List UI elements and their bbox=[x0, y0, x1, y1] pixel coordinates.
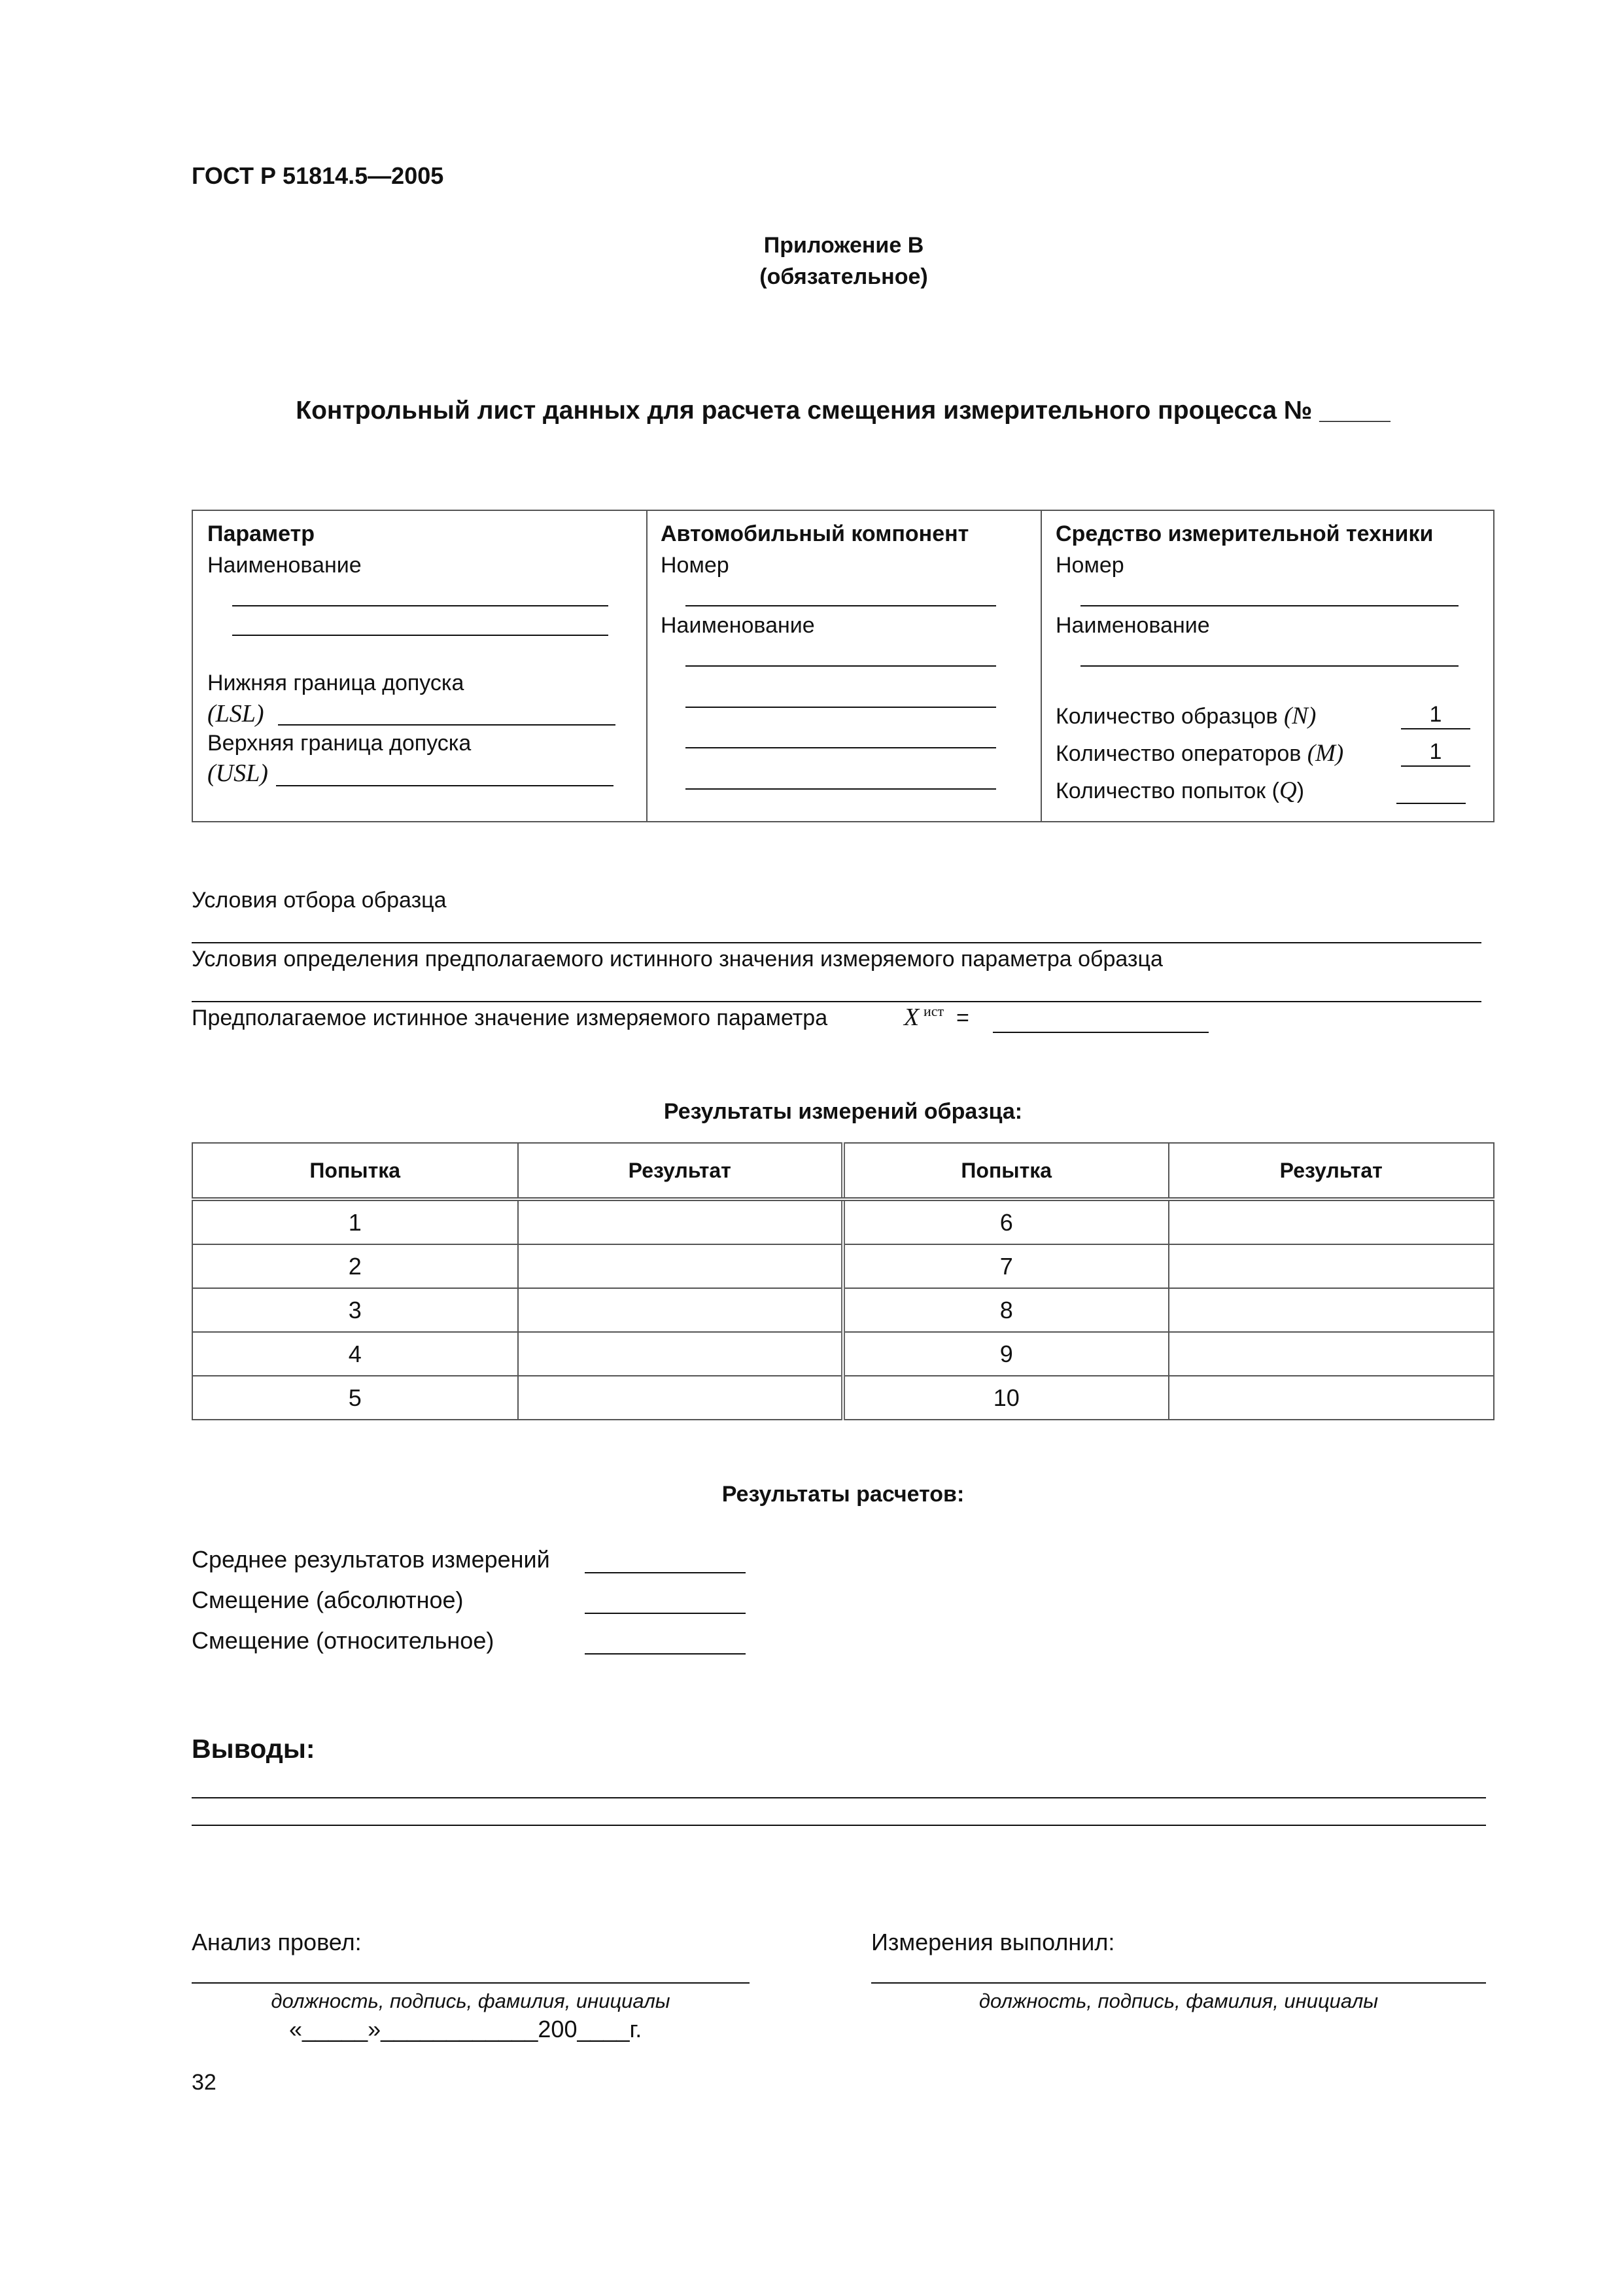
result-cell[interactable] bbox=[1169, 1288, 1494, 1332]
component-number-line[interactable] bbox=[685, 605, 996, 606]
conclusions-line-2[interactable] bbox=[192, 1825, 1486, 1826]
operators-value[interactable]: 1 bbox=[1401, 739, 1470, 767]
result-cell[interactable] bbox=[518, 1376, 844, 1420]
operators-label: Количество операторов bbox=[1056, 741, 1302, 766]
component-name-label: Наименование bbox=[661, 613, 815, 638]
reference-value-line[interactable] bbox=[993, 1032, 1209, 1033]
measurements-header-row bbox=[192, 1143, 1494, 1199]
table-row bbox=[192, 1199, 1494, 1244]
result-cell[interactable] bbox=[518, 1288, 844, 1332]
trial-cell: 10 bbox=[843, 1376, 1169, 1420]
result-cell[interactable] bbox=[518, 1332, 844, 1376]
header-trial-1: Попытка bbox=[192, 1143, 518, 1199]
measurements-title: Результаты измерений образца: bbox=[663, 1099, 1023, 1124]
result-cell[interactable] bbox=[1169, 1244, 1494, 1288]
table-row bbox=[192, 1244, 1494, 1288]
result-cell[interactable] bbox=[1169, 1376, 1494, 1420]
standard-code: ГОСТ Р 51814.5—2005 bbox=[192, 162, 444, 189]
table-row bbox=[192, 1288, 1494, 1332]
usl-label: Верхняя граница допуска bbox=[207, 731, 472, 756]
appendix-status: (обязательное) bbox=[759, 264, 928, 289]
operators-row bbox=[1056, 739, 1343, 767]
bias-absolute-label: Смещение (абсолютное) bbox=[192, 1586, 464, 1613]
reference-symbol: X bbox=[904, 1004, 920, 1031]
trial-cell: 1 bbox=[192, 1199, 518, 1244]
reference-value-label: Предполагаемое истинное значение измеряемого параметра bbox=[192, 1006, 828, 1030]
samples-symbol: (N) bbox=[1283, 703, 1317, 729]
usl-symbol: (USL) bbox=[207, 760, 268, 787]
component-name-line-2[interactable] bbox=[685, 707, 996, 708]
reference-conditions-line[interactable] bbox=[192, 1001, 1481, 1002]
lsl-input-line[interactable] bbox=[278, 724, 615, 726]
header-trial-2: Попытка bbox=[843, 1143, 1169, 1199]
calculations-title: Результаты расчетов: bbox=[721, 1482, 965, 1507]
performer-label: Измерения выполнил: bbox=[871, 1929, 1115, 1955]
document-title: Контрольный лист данных для расчета смещения измерительного процесса № _____ bbox=[296, 396, 1391, 425]
trial-cell: 4 bbox=[192, 1332, 518, 1376]
instrument-name-label: Наименование bbox=[1056, 613, 1210, 638]
reference-superscript: ист bbox=[924, 1003, 944, 1019]
table-row bbox=[192, 1332, 1494, 1376]
result-cell[interactable] bbox=[1169, 1199, 1494, 1244]
header-result-1: Результат bbox=[518, 1143, 844, 1199]
appendix-title: Приложение В bbox=[763, 233, 924, 258]
trial-cell: 5 bbox=[192, 1376, 518, 1420]
usl-input-line[interactable] bbox=[276, 785, 613, 786]
reference-conditions-label: Условия определения предполагаемого истинного значения измеряемого параметра образца bbox=[192, 947, 1163, 972]
component-number-label: Номер bbox=[661, 553, 729, 578]
lsl-label: Нижняя граница допуска bbox=[207, 671, 464, 695]
header-result-2: Результат bbox=[1169, 1143, 1494, 1199]
parameter-name-line-2[interactable] bbox=[232, 635, 608, 636]
trial-cell: 6 bbox=[843, 1199, 1169, 1244]
analyst-caption: должность, подпись, фамилия, инициалы bbox=[271, 1989, 670, 2012]
trials-symbol: Q bbox=[1279, 777, 1297, 804]
trial-cell: 9 bbox=[843, 1332, 1169, 1376]
instrument-number-label: Номер bbox=[1056, 553, 1124, 578]
trial-cell: 2 bbox=[192, 1244, 518, 1288]
bias-relative-label: Смещение (относительное) bbox=[192, 1627, 494, 1654]
sampling-conditions-line[interactable] bbox=[192, 942, 1481, 943]
instrument-number-line[interactable] bbox=[1080, 605, 1459, 606]
trial-cell: 8 bbox=[843, 1288, 1169, 1332]
table-row bbox=[192, 1376, 1494, 1420]
instrument-heading: Средство измерительной техники bbox=[1056, 521, 1434, 546]
parameter-name-label: Наименование bbox=[207, 553, 362, 578]
component-heading: Автомобильный компонент bbox=[661, 521, 969, 546]
parameter-heading: Параметр bbox=[207, 521, 315, 546]
instrument-name-line[interactable] bbox=[1080, 665, 1459, 667]
trial-cell: 7 bbox=[843, 1244, 1169, 1288]
analyst-signature-line[interactable] bbox=[192, 1982, 750, 1984]
bias-absolute-input-line[interactable] bbox=[585, 1613, 746, 1614]
component-name-line-3[interactable] bbox=[685, 747, 996, 748]
operators-symbol: (M) bbox=[1307, 740, 1344, 767]
conclusions-title: Выводы: bbox=[192, 1734, 315, 1764]
mean-input-line[interactable] bbox=[585, 1572, 746, 1573]
component-name-line-4[interactable] bbox=[685, 788, 996, 790]
sampling-conditions-label: Условия отбора образца bbox=[192, 888, 447, 913]
component-name-line-1[interactable] bbox=[685, 665, 996, 667]
date-line[interactable]: «_____»____________200____г. bbox=[289, 2016, 642, 2042]
result-cell[interactable] bbox=[518, 1199, 844, 1244]
samples-label: Количество образцов bbox=[1056, 704, 1278, 729]
analyst-label: Анализ провел: bbox=[192, 1929, 362, 1955]
samples-value[interactable]: 1 bbox=[1401, 702, 1470, 729]
reference-equals: = bbox=[956, 1006, 969, 1030]
samples-row bbox=[1056, 702, 1316, 730]
result-cell[interactable] bbox=[1169, 1332, 1494, 1376]
trial-cell: 3 bbox=[192, 1288, 518, 1332]
measurements-table bbox=[192, 1142, 1494, 1420]
performer-caption: должность, подпись, фамилия, инициалы bbox=[978, 1989, 1379, 2012]
lsl-symbol: (LSL) bbox=[207, 700, 264, 727]
page-number: 32 bbox=[192, 2070, 216, 2095]
performer-signature-line[interactable] bbox=[871, 1982, 1486, 1984]
trials-close: ) bbox=[1296, 779, 1305, 803]
parameter-name-line-1[interactable] bbox=[232, 605, 608, 606]
trials-row bbox=[1056, 777, 1304, 805]
conclusions-line-1[interactable] bbox=[192, 1797, 1486, 1798]
trials-label: Количество попыток ( bbox=[1056, 779, 1279, 803]
result-cell[interactable] bbox=[518, 1244, 844, 1288]
trials-input-line[interactable] bbox=[1396, 803, 1466, 804]
mean-label: Среднее результатов измерений bbox=[192, 1546, 550, 1573]
bias-relative-input-line[interactable] bbox=[585, 1653, 746, 1655]
